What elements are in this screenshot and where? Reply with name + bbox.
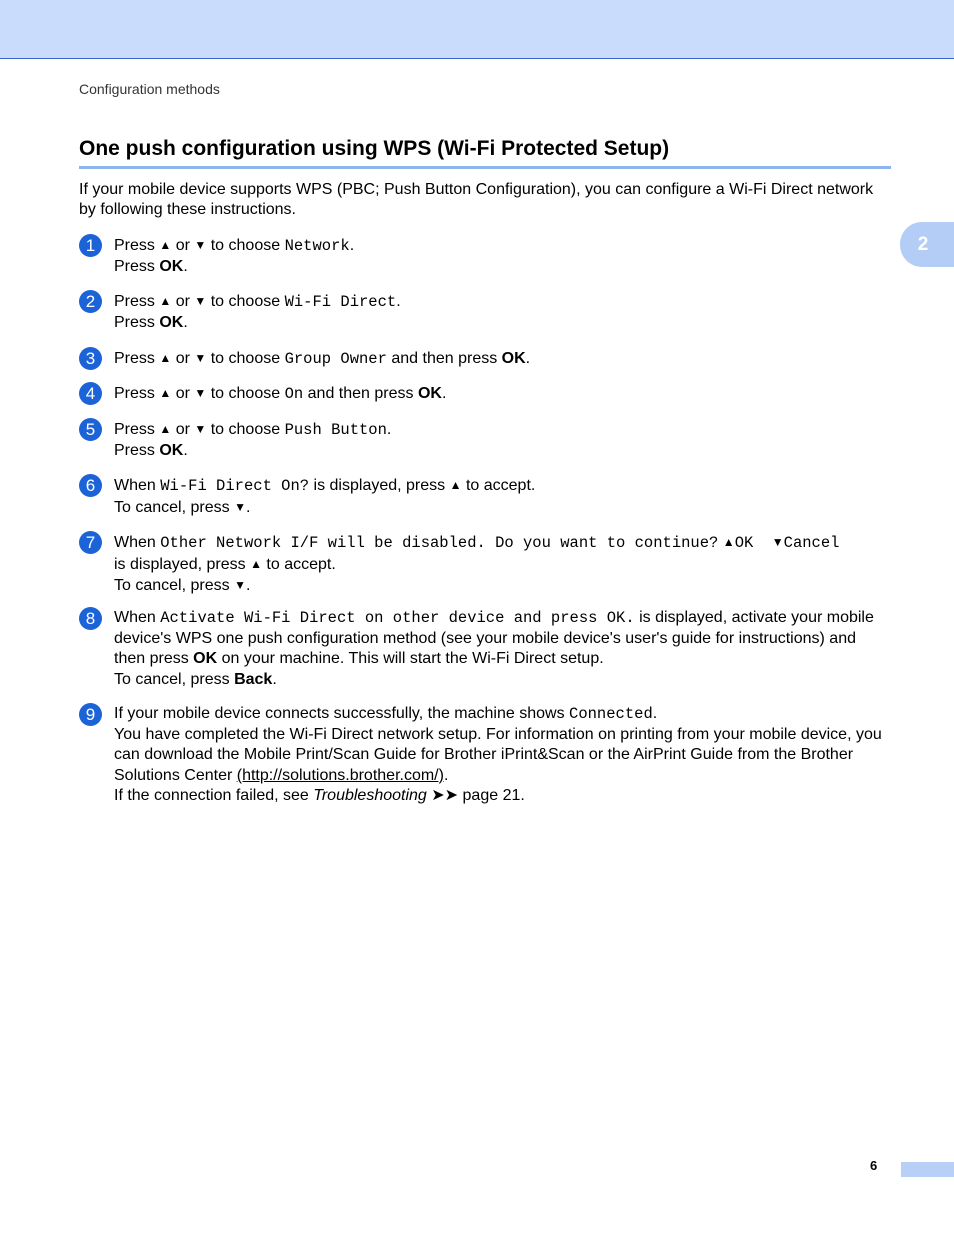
step-1: 1 Press ▲ or ▼ to choose Network. Press OK.	[79, 235, 891, 277]
ok-key: OK	[159, 441, 184, 459]
up-arrow-icon: ▲	[722, 535, 735, 549]
ok-key: OK	[159, 313, 184, 331]
up-arrow-icon: ▲	[449, 478, 462, 492]
step-2: 2 Press ▲ or ▼ to choose Wi-Fi Direct. Press OK.	[79, 291, 891, 333]
up-arrow-icon: ▲	[159, 351, 172, 365]
ok-key: OK	[417, 385, 442, 402]
step-5: 5 Press ▲ or ▼ to choose Push Button. Press OK.	[79, 419, 891, 461]
down-arrow-icon: ▼	[194, 238, 207, 252]
step-number: 9	[79, 703, 102, 726]
lcd-message: Connected	[569, 705, 653, 723]
lcd-value: On	[284, 385, 304, 403]
lcd-message: Wi-Fi Direct On?	[160, 477, 310, 495]
step-4: 4 Press ▲ or ▼ to choose On and then press OK.	[79, 383, 891, 405]
header-band	[0, 0, 954, 59]
ok-key: OK	[193, 650, 218, 667]
down-arrow-icon: ▼	[194, 294, 207, 308]
down-arrow-icon: ▼	[194, 422, 207, 436]
double-arrow-icon: ➤➤	[431, 787, 459, 804]
down-arrow-icon: ▼	[234, 578, 246, 592]
step-number: 1	[79, 234, 102, 257]
step-number: 7	[79, 531, 102, 554]
lcd-value: Group Owner	[284, 350, 387, 368]
chapter-tab: 2	[900, 222, 954, 267]
up-arrow-icon: ▲	[159, 422, 172, 436]
up-arrow-icon: ▲	[159, 386, 172, 400]
down-arrow-icon: ▼	[771, 535, 784, 549]
step-number: 3	[79, 347, 102, 370]
up-arrow-icon: ▲	[159, 238, 172, 252]
footer-bar	[901, 1162, 954, 1177]
step-8: 8 When Activate Wi-Fi Direct on other device and press OK. is displayed, activate your mobile device's WPS one push configuration method (see your mobile device's user's guide for instructions) and then press OK on your machine. This will start the Wi-Fi Direct setup. To cancel, press Back.	[79, 608, 891, 690]
ok-key: OK	[159, 257, 184, 275]
lcd-ok: OK	[734, 534, 754, 552]
section-heading: One push configuration using WPS (Wi-Fi Protected Setup)	[79, 135, 891, 169]
lcd-message: Other Network I/F will be disabled. Do you want to continue?	[160, 534, 719, 552]
down-arrow-icon: ▼	[234, 499, 246, 514]
step-3: 3 Press ▲ or ▼ to choose Group Owner and then press OK.	[79, 348, 891, 370]
lcd-value: Network	[284, 237, 350, 255]
troubleshooting-xref[interactable]: Troubleshooting	[313, 787, 427, 804]
lcd-value: Push Button	[284, 421, 387, 439]
lcd-message: Activate Wi-Fi Direct on other device and press OK.	[160, 609, 635, 627]
down-arrow-icon: ▼	[194, 386, 207, 400]
intro-paragraph: If your mobile device supports WPS (PBC; Push Button Configuration), you can configure a Wi-Fi Direct network by following these instructions.	[79, 181, 874, 218]
up-arrow-icon: ▲	[250, 556, 262, 571]
solutions-center-link[interactable]: (http://solutions.brother.com/)	[236, 766, 444, 784]
lcd-cancel: Cancel	[783, 534, 840, 552]
page-number: 6	[870, 1158, 878, 1173]
ok-key: OK	[501, 350, 526, 367]
running-header: Configuration methods	[79, 81, 220, 97]
lcd-value: Wi-Fi Direct	[284, 293, 397, 311]
step-number: 8	[79, 607, 102, 630]
step-6: 6 When Wi-Fi Direct On? is displayed, press ▲ to accept. To cancel, press ▼.	[79, 475, 891, 518]
back-key: Back	[234, 670, 273, 688]
step-number: 2	[79, 290, 102, 313]
step-9: 9 If your mobile device connects successfully, the machine shows Connected. You have completed the Wi-Fi Direct network setup. For information on printing from your mobile device, you can download the Mobile Print/Scan Guide for Brother iPrint&Scan or the AirPrint Guide from the Brother Solutions Center (http://solutions.brother.com/). If the connection failed, see Troubleshooting ➤➤ page 21.	[79, 704, 891, 807]
step-number: 5	[79, 418, 102, 441]
step-7: 7 When Other Network I/F will be disabled. Do you want to continue? ▲OK ▼Cancel is displayed, press ▲ to accept. To cancel, press ▼.	[79, 532, 891, 597]
up-arrow-icon: ▲	[159, 294, 172, 308]
step-number: 4	[79, 382, 102, 405]
down-arrow-icon: ▼	[194, 351, 207, 365]
step-number: 6	[79, 474, 102, 497]
